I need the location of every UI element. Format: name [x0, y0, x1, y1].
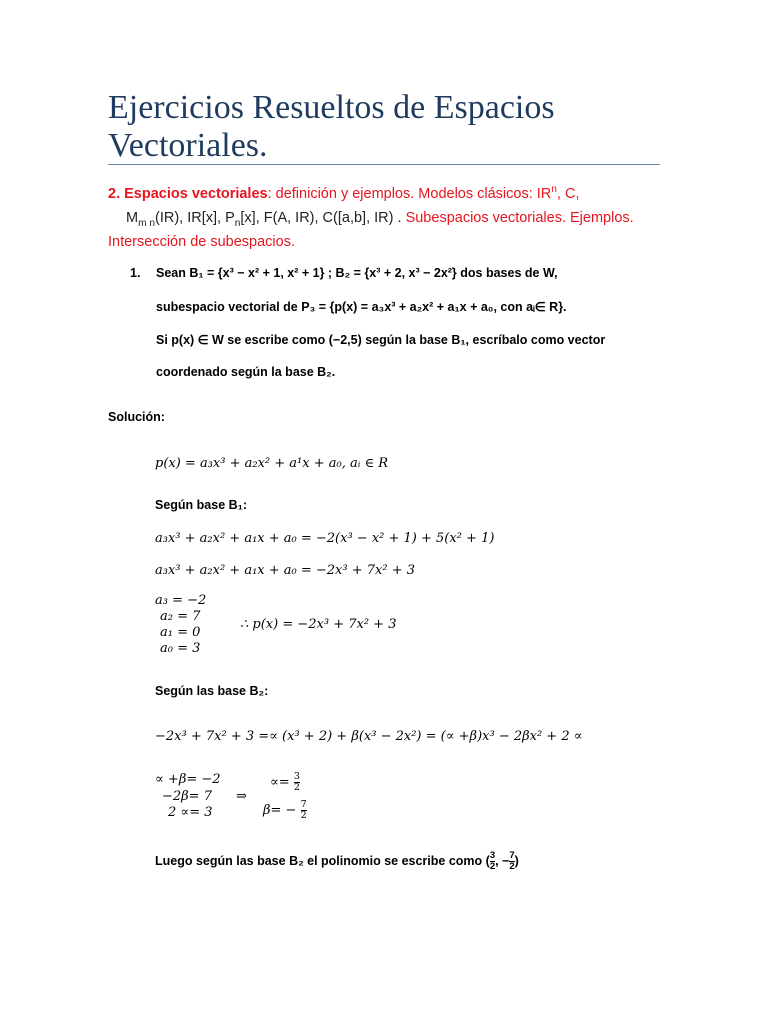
problem-line4: coordenado según la base B₂.	[156, 365, 336, 379]
base1-label: Según base B₁:	[155, 498, 247, 512]
problem-line2: subespacio vectorial de P₃ = {p(x) = a₃x³ + a₂x² + a₁x + a₀, con aᵢ∈ R}.	[156, 300, 567, 314]
alpha-solution: ∝= $\frac{3}{2}$	[270, 771, 300, 793]
intro-line1: 2. Espacios vectoriales: definición y ejemplos. Modelos clásicos: $IR^n$, C,	[108, 184, 580, 202]
equation-base2: −2x³ + 7x² + 3 =∝ (x³ + 2) + β(x³ − 2x²) = (∝ +β)x³ − 2βx² + 2 ∝	[155, 729, 583, 744]
system-eq2: −2β= 7	[162, 789, 212, 804]
therefore-result: ∴ p(x) = −2x³ + 7x² + 3	[240, 617, 397, 632]
beta-solution: β= − $\frac{7}{2}$	[263, 799, 307, 821]
page-title-line1: Ejercicios Resueltos de Espacios	[108, 89, 555, 126]
problem-line1: Sean B₁ = {x³ − x² + 1, x² + 1} ; B₂ = {x³ + 2, x³ − 2x²} dos bases de W,	[156, 266, 558, 280]
coef-a2: a₂ = 7	[160, 609, 201, 624]
intro-line2: $M_{m n}(IR)$, IR[x], $P_n[x]$, F(A, IR), C([a,b], IR) . Subespacios vectoriales. Ejemplos.	[126, 210, 634, 229]
intro-line3: Intersección de subespacios.	[108, 234, 295, 250]
alpha-fraction: $\frac{3}{2}$	[293, 771, 300, 793]
final-answer: Luego según las base B₂ el polinomio se escribe como ( $\frac{3}{2}$ , − $\frac{7}{2}$ )	[155, 850, 519, 872]
coef-a3: a₃ = −2	[155, 593, 207, 608]
problem-number: 1.	[130, 266, 141, 280]
equation-expanded: a₃x³ + a₂x² + a₁x + a₀ = −2x³ + 7x² + 3	[155, 563, 415, 578]
system-eq3: 2 ∝= 3	[168, 805, 213, 820]
base2-label: Según las base B₂:	[155, 684, 269, 698]
implies-arrow: ⇒	[236, 789, 247, 804]
problem-line3: Si p(x) ∈ W se escribe como (−2,5) según la base B₁, escríbalo como vector	[156, 333, 606, 347]
equation-general: p(x) = a₃x³ + a₂x² + a¹x + a₀, aᵢ ∈ R	[155, 456, 388, 471]
equation-base1: a₃x³ + a₂x² + a₁x + a₀ = −2(x³ − x² + 1) + 5(x² + 1)	[155, 531, 495, 546]
beta-fraction: $\frac{7}{2}$	[300, 799, 307, 821]
coef-a0: a₀ = 3	[160, 641, 201, 656]
intro-heading: 2. Espacios vectoriales	[108, 186, 268, 202]
solution-label: Solución:	[108, 410, 165, 424]
title-divider	[108, 164, 660, 165]
page-title-line2: Vectoriales.	[108, 127, 268, 164]
system-eq1: ∝ +β= −2	[155, 772, 221, 787]
coef-a1: a₁ = 0	[160, 625, 201, 640]
